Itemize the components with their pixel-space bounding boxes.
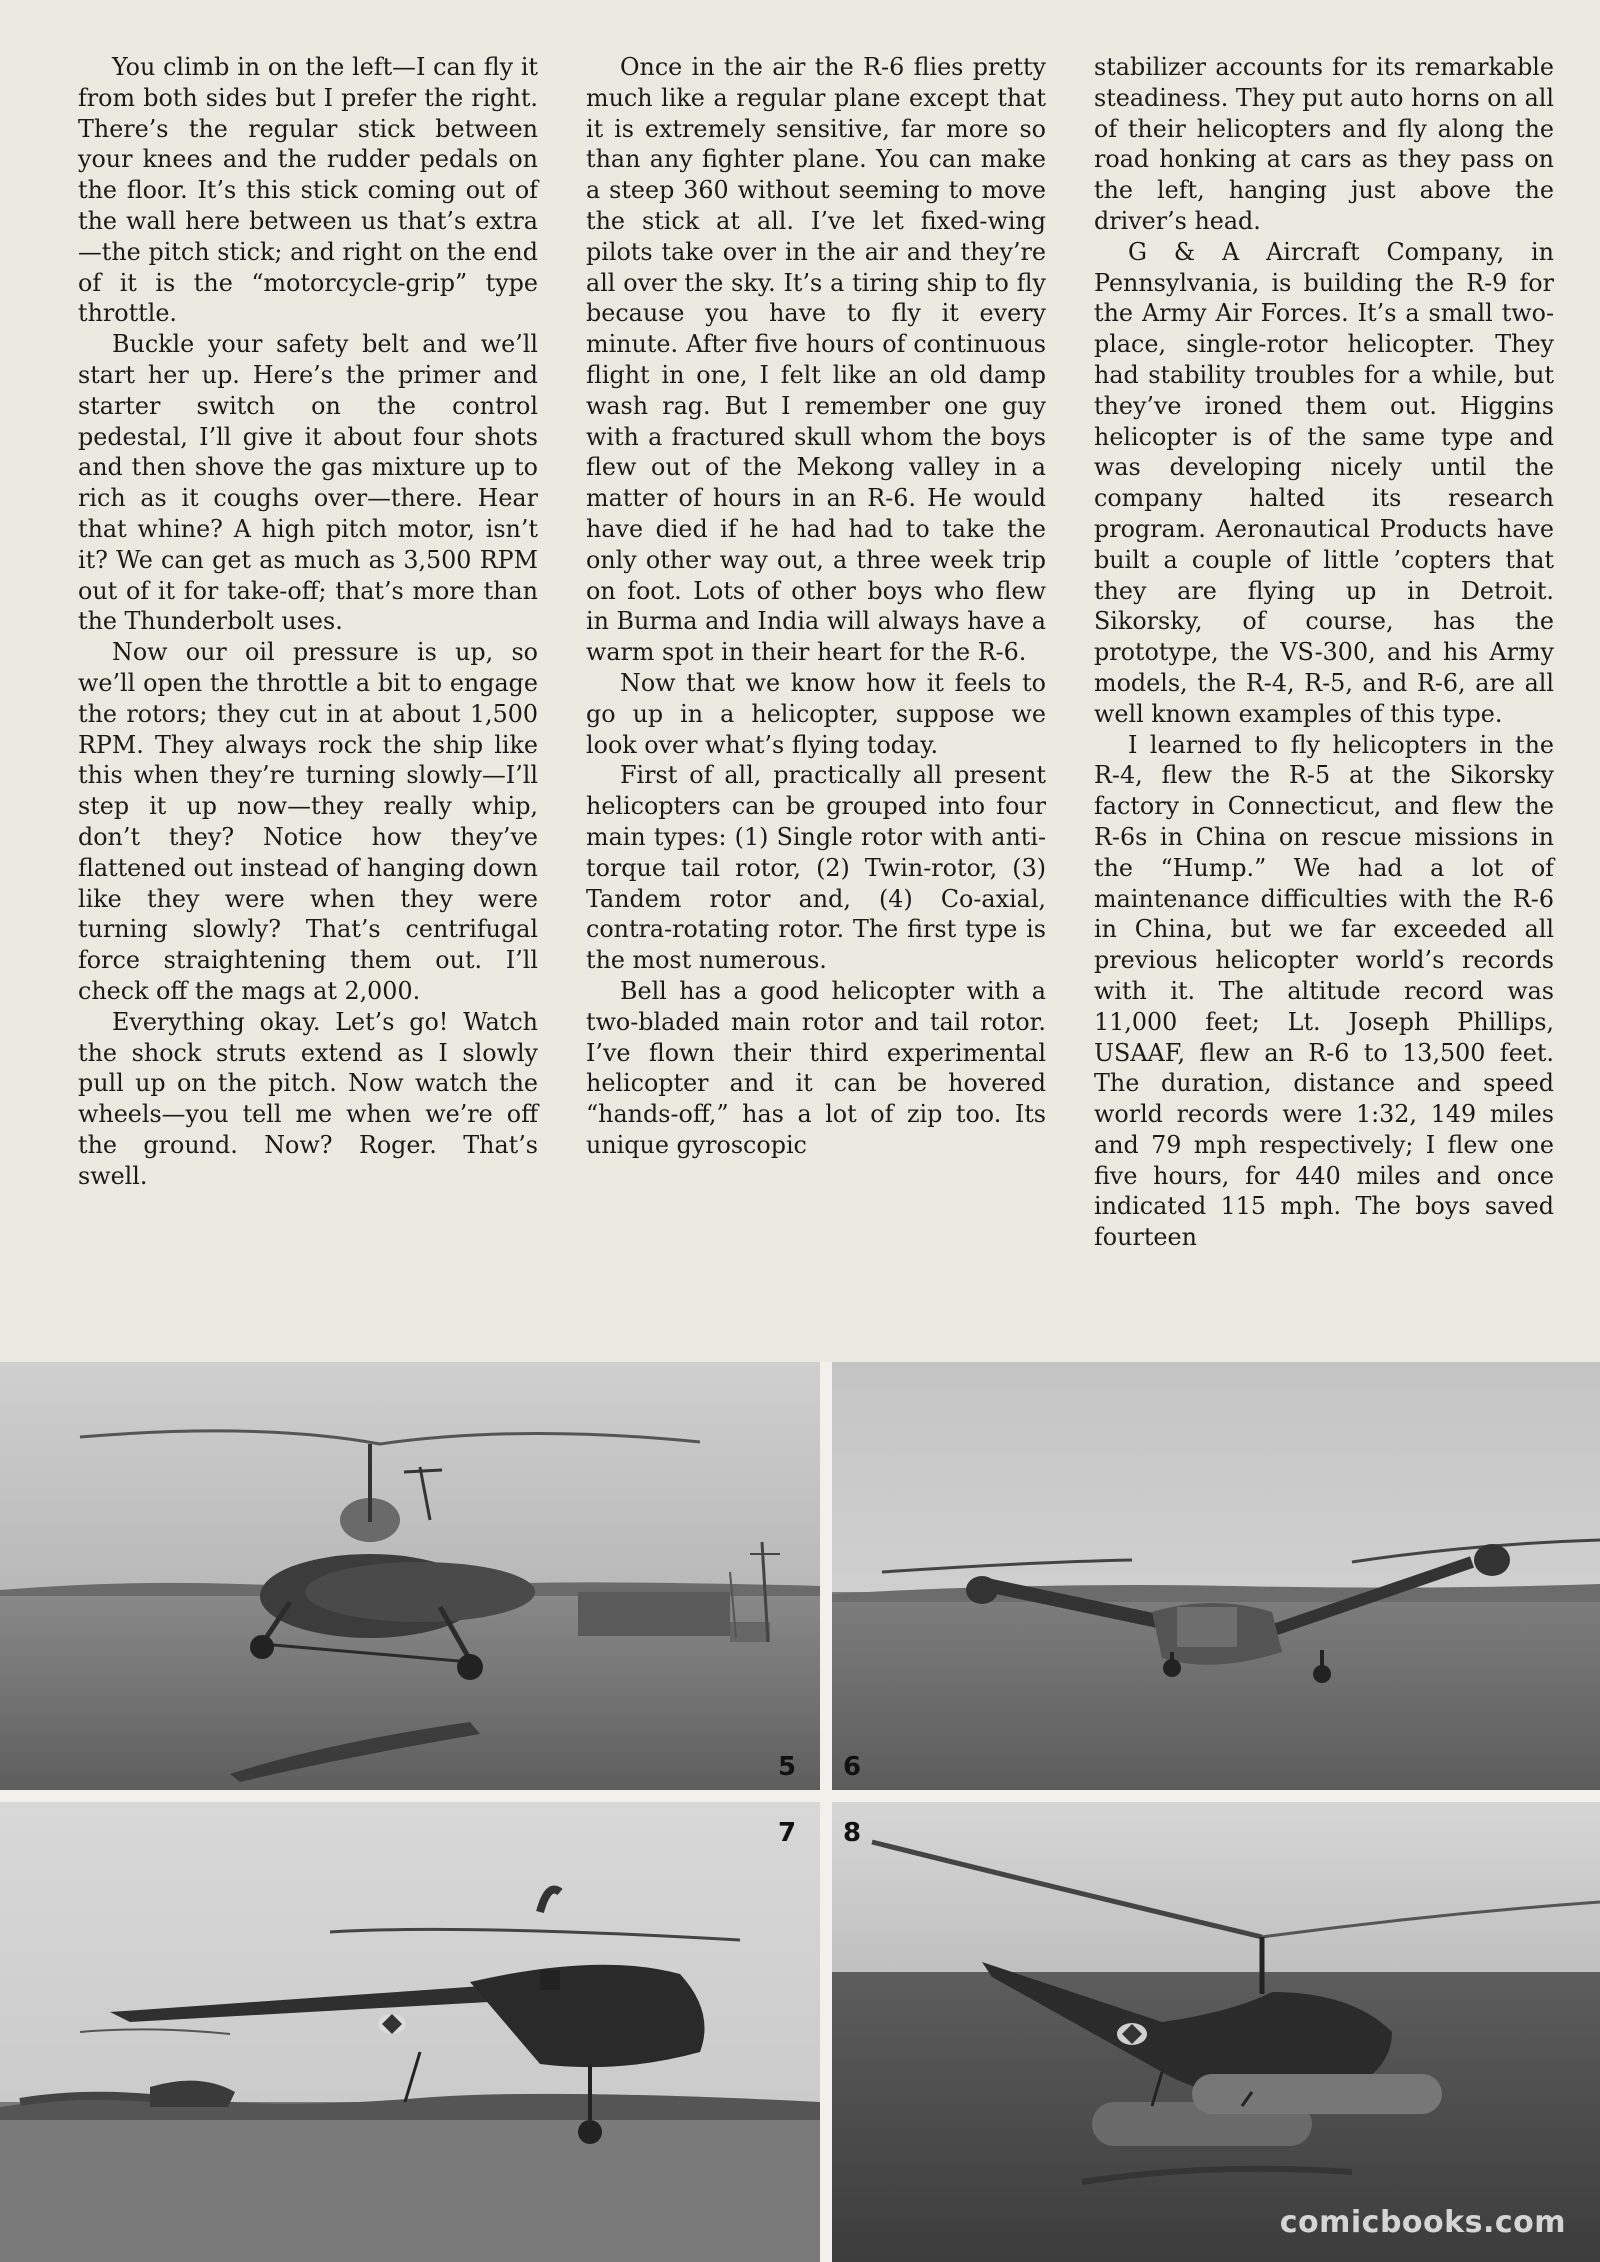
photo-number-7: 7: [778, 1818, 797, 1848]
photo-divider-horizontal: [0, 1790, 1600, 1802]
article-text: [78, 52, 1558, 1292]
paragraph: Now our oil pressure is up, so we’ll open the throttle a bit to engage the rotors; they cut in at about 1,500 RPM. They always rock the ship like this when they’re turning slowly—I’ll step it up now—they really whip, don’t they? Notice how they’ve flattened out instead of hanging down like they were when they were turning slowly? That’s centrifugal force straightening them out. I’ll check off the mags at 2,000.: [78, 638, 538, 1005]
paragraph: G & A Aircraft Company, in Pennsylvania, is building the R-9 for the Army Air Forces. It’s a small two-place, single-rotor helicopter. They had stability troubles for a while, but they’ve ironed them out. Higgins helicopter is of the same type and was developing nicely until the company halted its research program. Aeronautical Products have built a couple of little ’copters that they are flying up in Detroit. Sikorsky, of course, has the prototype, the VS-300, and his Army models, the R-4, R-5, and R-6, are all well known examples of this type.: [1094, 237, 1554, 728]
photo-number-5: 5: [778, 1752, 797, 1782]
paragraph: You climb in on the left—I can fly it from both sides but I prefer the right. There’s the regular stick between your knees and the rudder pedals on the floor. It’s this stick coming out of the wall here between us that’s extra—the pitch stick; and right on the end of it is the “motorcycle-grip” type throttle.: [78, 53, 538, 328]
text-column-3: [1094, 52, 1554, 1292]
photo-divider-vertical: [820, 1362, 832, 2262]
photo-helicopter-with-floats: [832, 1802, 1600, 2262]
photo-two-helicopters-flying: [0, 1802, 820, 2262]
paragraph: Everything okay. Let’s go! Watch the shock struts extend as I slowly pull up on the pitch. Now watch the wheels—you tell me when we’re off the ground. Now? Roger. That’s swell.: [78, 1007, 538, 1190]
paragraph: Bell has a good helicopter with a two-bladed main rotor and tail rotor. I’ve flown their third experimental helicopter and it can be hovered “hands-off,” has a lot of zip too. Its unique gyroscopic: [586, 976, 1046, 1159]
photo-twin-rotor-helicopter: [832, 1362, 1600, 1790]
photo-number-8: 8: [843, 1818, 862, 1848]
paragraph: Buckle your safety belt and we’ll start her up. Here’s the primer and starter switch on the control pedestal, I’ll give it about four shots and then shove the gas mixture up to rich as it coughs over—there. Hear that whine? A high pitch motor, isn’t it? We can get as much as 3,500 RPM out of it for take-off; that’s more than the Thunderbolt uses.: [78, 330, 538, 636]
photo-number-6: 6: [843, 1752, 862, 1782]
paragraph: Once in the air the R-6 flies pretty much like a regular plane except that it is extremely sensitive, far more so than any fighter plane. You can make a steep 360 without seeming to move the stick at all. I’ve let fixed-wing pilots take over in the air and they’re all over the sky. It’s a tiring ship to fly because you have to fly it every minute. After five hours of continuous flight in one, I felt like an old damp wash rag. But I remember one guy with a fractured skull whom the boys flew out of the Mekong valley in a matter of hours in an R-6. He would have died if he had had to take the only other way out, a three week trip on foot. Lots of other boys who flew in Burma and India will always have a warm spot in their heart for the R-6.: [586, 53, 1046, 667]
photo-helicopter-hovering: [0, 1362, 820, 1790]
paragraph: I learned to fly helicopters in the R-4, flew the R-5 at the Sikorsky factory in Connecticut, and flew the R-6s in China on rescue missions in the “Hump.” We had a lot of maintenance difficulties with the R-6 in China, but we far exceeded all previous helicopter world’s records with it. The altitude record was 11,000 feet; Lt. Joseph Phillips, USAAF, flew an R-6 to 13,500 feet. The duration, distance and speed world records were 1:32, 149 miles and 79 mph respectively; I flew one five hours, for 440 miles and once indicated 115 mph. The boys saved fourteen: [1094, 730, 1554, 1252]
paragraph: stabilizer accounts for its remarkable steadiness. They put auto horns on all of their helicopters and fly along the road honking at cars as they pass on the left, hanging just above the driver’s head.: [1094, 53, 1554, 235]
text-column-2: [586, 52, 1046, 1292]
text-column-1: [78, 52, 538, 1292]
paragraph: First of all, practically all present helicopters can be grouped into four main types: (1) Single rotor with anti-torque tail rotor, (2) Twin-rotor, (3) Tandem rotor and, (4) Co-axial, contra-rotating rotor. The first type is the most numerous.: [586, 761, 1046, 975]
watermark: comicbooks.com: [1279, 2205, 1566, 2240]
photo-grid: [0, 1362, 1600, 2262]
paragraph: Now that we know how it feels to go up in a helicopter, suppose we look over what’s flying today.: [586, 668, 1046, 759]
